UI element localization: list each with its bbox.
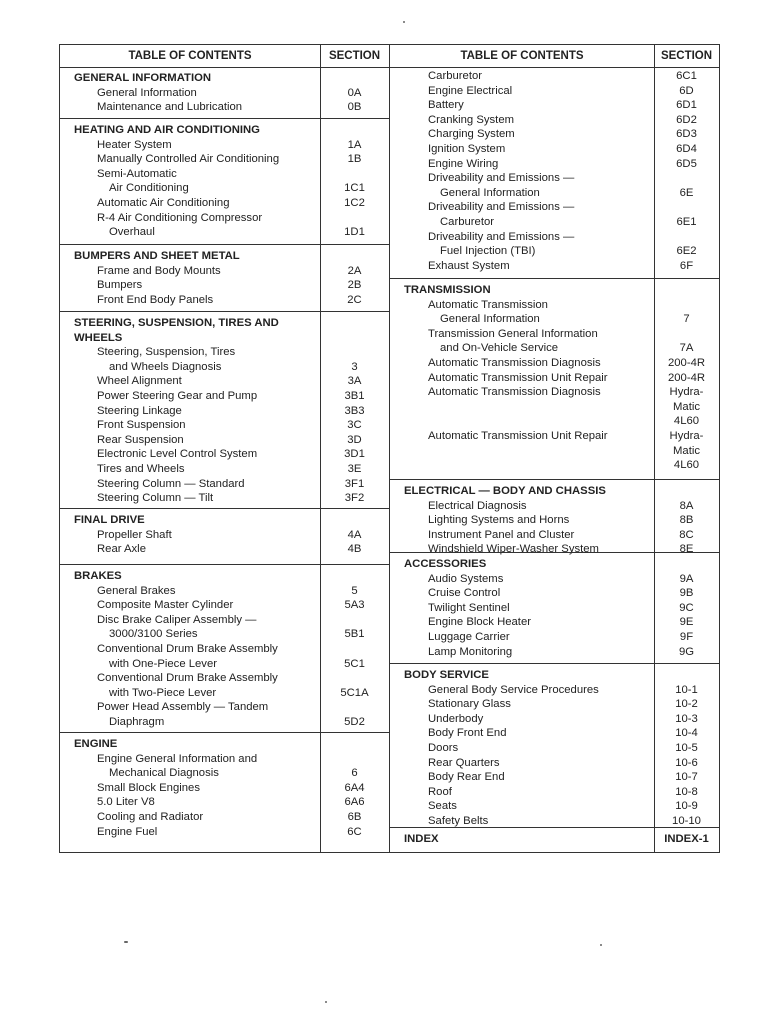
section-code: 2A: [347, 264, 362, 277]
toc-entry-row: [60, 715, 389, 730]
toc-group: [60, 564, 389, 730]
group-title: STEERING, SUSPENSION, TIRES AND: [74, 317, 279, 329]
entry-label: Underbody: [428, 712, 484, 725]
toc-group-title-row: [390, 668, 719, 683]
toc-entry-row: [390, 69, 719, 84]
section-code: 7A: [679, 342, 694, 355]
section-code: 200-4R: [667, 371, 706, 384]
section-code: 9A: [679, 572, 694, 585]
entry-label: Cranking System: [428, 113, 515, 126]
section-code: 6C1: [676, 70, 697, 82]
section-code: 5A3: [344, 599, 365, 612]
toc-group: [390, 827, 719, 847]
entry-label: General Information: [440, 186, 540, 199]
section-code: 6F: [679, 259, 694, 272]
entry-label: Front End Body Panels: [97, 293, 214, 306]
section-code: 6D1: [676, 99, 697, 112]
toc-entry-row: [60, 825, 389, 840]
toc-entry-row: [60, 264, 389, 279]
section-code: 3D1: [344, 448, 365, 461]
group-title: HEATING AND AIR CONDITIONING: [74, 124, 260, 136]
section-code: Matic: [673, 444, 700, 457]
toc-group-title-row: [60, 71, 389, 86]
section-code: 10-3: [675, 712, 698, 725]
entry-label: Exhaust System: [428, 259, 510, 272]
toc-entry-row: [390, 215, 719, 230]
toc-group-title-row: [60, 331, 389, 346]
group-title: BODY SERVICE: [404, 669, 489, 681]
entry-label: Driveability and Emissions —: [428, 230, 575, 243]
toc-entry-row: [60, 404, 389, 419]
toc-entry-row: [60, 627, 389, 642]
toc-entry-row: [60, 374, 389, 389]
entry-label: Twilight Sentinel: [428, 601, 510, 614]
group-title: ACCESSORIES: [404, 558, 487, 570]
toc-entry-row: [60, 138, 389, 153]
toc-group-title-row: [390, 832, 719, 847]
toc-entry-row: [60, 686, 389, 701]
section-code: 5C1: [344, 657, 365, 670]
toc-entry-row: [60, 433, 389, 448]
toc-entry-row: [60, 389, 389, 404]
toc-entry-row: [60, 795, 389, 810]
toc-entry-row: [390, 458, 719, 473]
section-code: 9C: [679, 601, 694, 614]
toc-entry-row: [390, 127, 719, 142]
group-title: BRAKES: [74, 570, 122, 582]
entry-label: Engine Wiring: [428, 157, 499, 170]
entry-label: Manually Controlled Air Conditioning: [97, 153, 280, 166]
section-code: 6E2: [676, 245, 697, 258]
toc-group: [390, 552, 719, 659]
entry-label: Disc Brake Caliper Assembly —: [97, 613, 257, 626]
section-code: 6B: [347, 810, 362, 823]
scan-speck: [403, 21, 405, 23]
toc-entry-row: [390, 586, 719, 601]
toc-entry-row: [390, 200, 719, 215]
toc-entry-row: [60, 211, 389, 226]
toc-group-title-row: [390, 283, 719, 298]
group-title: WHEELS: [74, 331, 123, 344]
toc-entry-row: [390, 84, 719, 99]
section-code: 6A6: [344, 796, 365, 809]
section-code: 8B: [679, 514, 694, 527]
toc-entry-row: [60, 598, 389, 613]
toc-entry-row: [60, 810, 389, 825]
entry-label: Automatic Transmission Unit Repair: [428, 429, 608, 442]
entry-label: Doors: [428, 741, 459, 754]
toc-left-column: [59, 44, 390, 853]
toc-group-title-row: [60, 249, 389, 264]
toc-entry-row: [60, 528, 389, 543]
toc-entry-row: [60, 196, 389, 211]
entry-label: Stationary Glass: [428, 698, 511, 711]
section-code: 2C: [347, 293, 362, 306]
section-code: 6D5: [676, 157, 697, 170]
toc-entry-row: [390, 799, 719, 814]
group-title: FINAL DRIVE: [74, 514, 145, 526]
toc-group: [60, 508, 389, 557]
toc-group-title-row: [60, 316, 389, 331]
toc-entry-row: [60, 167, 389, 182]
section-code: 3D: [347, 433, 362, 446]
entry-label: 5.0 Liter V8: [97, 796, 155, 809]
toc-entry-row: [60, 447, 389, 462]
toc-entry-row: [390, 327, 719, 342]
toc-entry-row: [390, 157, 719, 172]
section-code: 9G: [678, 645, 695, 658]
section-code: 6A4: [344, 781, 365, 794]
toc-group-title-row: [390, 484, 719, 499]
section-code: 10-6: [675, 756, 698, 769]
entry-label: Battery: [428, 99, 464, 112]
toc-entry-row: [390, 171, 719, 186]
toc-entry-row: [390, 513, 719, 528]
entry-label: Composite Master Cylinder: [97, 599, 234, 612]
toc-entry-row: [390, 113, 719, 128]
toc-entry-row: [390, 244, 719, 259]
entry-label: Roof: [428, 785, 452, 798]
toc-entry-row: [60, 671, 389, 686]
toc-entry-row: [390, 572, 719, 587]
group-title: BUMPERS AND SHEET METAL: [74, 250, 240, 262]
toc-group: [60, 732, 389, 839]
toc-entry-row: [60, 752, 389, 767]
toc-entry-row: [60, 542, 389, 557]
toc-entry-row: [60, 477, 389, 492]
entry-label: Engine Block Heater: [428, 616, 531, 629]
toc-entry-row: [390, 528, 719, 543]
entry-label: Fuel Injection (TBI): [440, 245, 536, 258]
toc-entry-row: [60, 418, 389, 433]
toc-entry-row: [60, 462, 389, 477]
entry-label: Rear Quarters: [428, 756, 500, 769]
toc-entry-row: [390, 230, 719, 245]
entry-label: Driveability and Emissions —: [428, 172, 575, 185]
entry-label: Power Head Assembly — Tandem: [97, 701, 269, 714]
section-code: 1B: [347, 153, 362, 166]
toc-entry-row: [60, 657, 389, 672]
entry-label: Small Block Engines: [97, 781, 200, 794]
toc-entry-row: [390, 429, 719, 444]
right-header: [390, 45, 719, 68]
entry-label: Transmission General Information: [428, 327, 598, 340]
section-code: 6D: [679, 84, 694, 97]
section-code: 9F: [679, 630, 694, 643]
entry-label: 3000/3100 Series: [109, 628, 198, 641]
group-title: TRANSMISSION: [404, 284, 491, 296]
entry-label: Steering, Suspension, Tires: [97, 346, 236, 359]
entry-label: Automatic Transmission Diagnosis: [428, 356, 601, 369]
toc-group: [390, 663, 719, 829]
section-code: 4L60: [673, 459, 700, 472]
toc-entry-row: [390, 444, 719, 459]
entry-label: Overhaul: [109, 226, 155, 239]
entry-label: Electrical Diagnosis: [428, 499, 527, 512]
section-code: 6: [351, 767, 358, 780]
section-code: 8E: [679, 543, 694, 556]
section-code: 3B3: [344, 404, 365, 417]
section-code: 3F2: [344, 492, 365, 505]
section-code: 10-4: [675, 727, 698, 740]
entry-label: Engine General Information and: [97, 752, 258, 765]
toc-entry-row: [390, 414, 719, 429]
toc-entry-row: [60, 225, 389, 240]
section-code: 6E: [679, 186, 694, 199]
entry-label: Rear Suspension: [97, 433, 184, 446]
toc-entry-row: [60, 766, 389, 781]
toc-entry-row: [60, 781, 389, 796]
entry-label: Driveability and Emissions —: [428, 201, 575, 214]
section-code: 7: [683, 313, 690, 326]
toc-entry-row: [390, 98, 719, 113]
entry-label: Tires and Wheels: [97, 462, 185, 475]
entry-label: Lighting Systems and Horns: [428, 514, 570, 527]
section-code: 9E: [679, 616, 694, 629]
scan-speck: [124, 941, 128, 943]
section-code: 10-1: [675, 683, 698, 696]
entry-label: Conventional Drum Brake Assembly: [97, 672, 278, 685]
section-code: 10-10: [672, 814, 701, 827]
toc-heading: TABLE OF CONTENTS: [128, 50, 252, 62]
section-code: 3F1: [344, 477, 365, 490]
toc-entry-row: [390, 356, 719, 371]
toc-entry-row: [390, 385, 719, 400]
toc-entry-row: [60, 278, 389, 293]
toc-entry-row: [60, 293, 389, 308]
toc-entry-row: [390, 371, 719, 386]
entry-label: General Body Service Procedures: [428, 683, 599, 696]
toc-entry-row: [390, 298, 719, 313]
entry-label: Cooling and Radiator: [97, 810, 204, 823]
toc-group-title-row: [390, 557, 719, 572]
entry-label: General Brakes: [97, 584, 176, 597]
entry-label: Electronic Level Control System: [97, 448, 258, 461]
group-title: ELECTRICAL — BODY AND CHASSIS: [404, 485, 606, 497]
toc-entry-row: [390, 630, 719, 645]
entry-label: Windshield Wiper-Washer System: [428, 543, 599, 556]
section-code: 5B1: [344, 628, 365, 641]
toc-entry-row: [60, 100, 389, 115]
toc-entry-row: [60, 152, 389, 167]
entry-label: Conventional Drum Brake Assembly: [97, 642, 278, 655]
toc-entry-row: [60, 181, 389, 196]
toc-group: [60, 118, 389, 240]
toc-entry-row: [390, 683, 719, 698]
entry-label: General Information: [440, 313, 540, 326]
section-code: 2B: [347, 279, 362, 292]
entry-label: Automatic Transmission Diagnosis: [428, 386, 601, 399]
entry-label: Carburetor: [440, 215, 494, 228]
toc-group: [60, 311, 389, 506]
section-code: 6E1: [676, 215, 697, 228]
toc-entry-row: [60, 700, 389, 715]
entry-label: Engine Electrical: [428, 84, 513, 97]
entry-label: with One-Piece Lever: [109, 657, 217, 670]
section-code: 1C1: [344, 182, 365, 195]
section-code: 4L60: [673, 415, 700, 428]
section-code: 1A: [347, 138, 362, 151]
entry-label: Propeller Shaft: [97, 528, 172, 541]
entry-label: Automatic Transmission: [428, 298, 548, 311]
toc-entry-row: [390, 186, 719, 201]
toc-right-column: [389, 44, 720, 853]
entry-label: Carburetor: [428, 70, 482, 82]
section-code: 5C1A: [340, 686, 369, 699]
toc-entry-row: [390, 756, 719, 771]
toc-entry-row: [60, 584, 389, 599]
section-code: 10-9: [675, 800, 698, 813]
section-code: 200-4R: [667, 356, 706, 369]
toc-entry-row: [390, 712, 719, 727]
section-code: 3B1: [344, 389, 365, 402]
entry-label: Audio Systems: [428, 572, 504, 585]
entry-label: Charging System: [428, 128, 515, 141]
entry-label: Frame and Body Mounts: [97, 264, 221, 277]
toc-entry-row: [390, 770, 719, 785]
entry-label: Automatic Air Conditioning: [97, 196, 230, 209]
toc-group-title-row: [60, 569, 389, 584]
section-code: 10-7: [675, 771, 698, 784]
section-code: 6C: [347, 825, 362, 838]
toc-heading: TABLE OF CONTENTS: [460, 50, 584, 62]
entry-label: and On-Vehicle Service: [440, 342, 559, 355]
section-code: INDEX-1: [664, 833, 709, 845]
entry-label: Lamp Monitoring: [428, 645, 513, 658]
entry-label: Cruise Control: [428, 587, 501, 600]
toc-entry-row: [390, 601, 719, 616]
entry-label: Wheel Alignment: [97, 375, 182, 388]
entry-label: Maintenance and Lubrication: [97, 101, 243, 114]
section-code: 5: [351, 584, 358, 597]
section-code: 6D4: [676, 142, 697, 155]
toc-entry-row: [390, 697, 719, 712]
entry-label: Steering Column — Tilt: [97, 492, 214, 505]
section-code: Matic: [673, 400, 700, 413]
toc-entry-row: [60, 86, 389, 101]
section-code: 8A: [679, 499, 694, 512]
section-code: 4A: [347, 528, 362, 541]
section-code: 6D3: [676, 128, 697, 141]
toc-entry-row: [390, 726, 719, 741]
entry-label: Rear Axle: [97, 543, 146, 556]
toc-group: [390, 479, 719, 557]
entry-label: Front Suspension: [97, 419, 186, 432]
entry-label: Bumpers: [97, 279, 143, 292]
toc-group: [390, 278, 719, 473]
entry-label: Air Conditioning: [109, 182, 189, 195]
entry-label: Safety Belts: [428, 814, 489, 827]
scan-speck: [325, 1001, 327, 1003]
toc-entry-row: [60, 345, 389, 360]
section-code: 10-8: [675, 785, 698, 798]
section-code: Hydra-: [669, 429, 704, 442]
toc-entry-row: [390, 142, 719, 157]
entry-label: Engine Fuel: [97, 825, 158, 838]
entry-label: Steering Column — Standard: [97, 477, 245, 490]
toc-entry-row: [390, 341, 719, 356]
entry-label: Seats: [428, 800, 457, 813]
entry-label: Mechanical Diagnosis: [109, 767, 219, 780]
toc-entry-row: [390, 615, 719, 630]
toc-entry-row: [390, 785, 719, 800]
entry-label: Ignition System: [428, 142, 506, 155]
toc-entry-row: [60, 613, 389, 628]
toc-entry-row: [60, 360, 389, 375]
toc-entry-row: [390, 400, 719, 415]
group-title: ENGINE: [74, 738, 118, 750]
toc-group: [60, 69, 389, 115]
section-code: 8C: [679, 528, 694, 541]
entry-label: and Wheels Diagnosis: [109, 360, 222, 373]
entry-label: General Information: [97, 86, 197, 99]
entry-label: with Two-Piece Lever: [109, 686, 217, 699]
toc-group-title-row: [60, 737, 389, 752]
entry-label: Diaphragm: [109, 715, 165, 728]
section-heading: SECTION: [328, 50, 381, 62]
section-code: 1D1: [344, 226, 365, 239]
group-title: GENERAL INFORMATION: [74, 72, 212, 84]
section-code: 3A: [347, 375, 362, 388]
section-heading: SECTION: [660, 50, 713, 62]
entry-label: Heater System: [97, 138, 172, 151]
section-code: 4B: [347, 543, 362, 556]
toc-entry-row: [390, 312, 719, 327]
toc-entry-row: [60, 491, 389, 506]
section-code: 0A: [347, 86, 362, 99]
toc-group: [60, 244, 389, 307]
section-code: 3E: [347, 462, 362, 475]
entry-label: Power Steering Gear and Pump: [97, 389, 258, 402]
toc-group: [390, 67, 719, 273]
toc-entry-row: [390, 499, 719, 514]
scan-speck: [600, 944, 602, 946]
section-code: 6D2: [676, 113, 697, 126]
left-header: [60, 45, 389, 68]
entry-label: Instrument Panel and Cluster: [428, 528, 575, 541]
section-code: 0B: [347, 101, 362, 114]
entry-label: R-4 Air Conditioning Compressor: [97, 211, 263, 224]
section-code: 1C2: [344, 196, 365, 209]
section-code: 10-5: [675, 741, 698, 754]
section-code: 10-2: [675, 698, 698, 711]
toc-group-title-row: [60, 123, 389, 138]
entry-label: Body Front End: [428, 727, 507, 740]
group-title: INDEX: [404, 833, 439, 845]
entry-label: Semi-Automatic: [97, 167, 177, 180]
section-code: 5D2: [344, 715, 365, 728]
toc-entry-row: [390, 645, 719, 660]
section-code: 3: [351, 360, 358, 373]
toc-entry-row: [60, 642, 389, 657]
entry-label: Automatic Transmission Unit Repair: [428, 371, 608, 384]
toc-entry-row: [390, 259, 719, 274]
section-code: 3C: [347, 419, 362, 432]
toc-entry-row: [390, 741, 719, 756]
section-code: Hydra-: [669, 386, 704, 399]
toc-group-title-row: [60, 513, 389, 528]
entry-label: Body Rear End: [428, 771, 505, 784]
entry-label: Luggage Carrier: [428, 630, 510, 643]
entry-label: Steering Linkage: [97, 404, 182, 417]
section-code: 9B: [679, 587, 694, 600]
